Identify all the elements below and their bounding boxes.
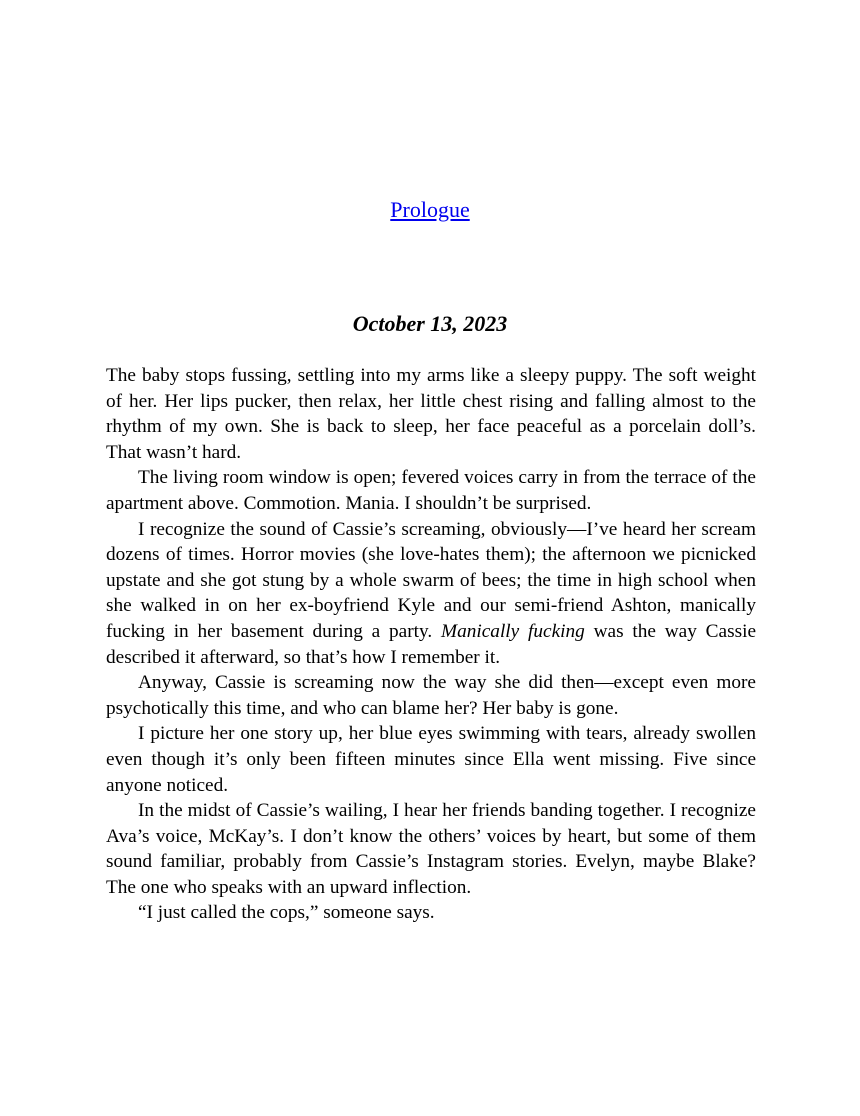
paragraph-2: The living room window is open; fevered voices carry in from the terrace of the apartment above. Commotion. Mania. I shouldn’t be surprised. xyxy=(106,467,756,514)
paragraph-3 xyxy=(106,517,756,671)
paragraph-3-text-after: was the way Cassie described it afterward, so that’s how I remember it. xyxy=(106,620,756,668)
chapter-title xyxy=(0,196,860,224)
prologue-link[interactable]: Prologue xyxy=(390,197,470,222)
paragraph-7: “I just called the cops,” someone says. xyxy=(138,902,435,924)
date-heading: October 13, 2023 xyxy=(352,311,508,336)
paragraph-4: Anyway, Cassie is screaming now the way she did then—except even more psychotically this time, and who can blame her? Her baby is gone. xyxy=(106,672,756,719)
paragraph-3-text-before: I recognize the sound of Cassie’s screaming, obviously—I’ve heard her scream dozens of times. Horror movies (she love-hates them); the afternoon we picnicked upstate and she got stung by a whole swarm of bees; the time in high school when she walked in on her ex-boyfriend Kyle and our semi-friend Ashton, manically fucking in her basement during a party. xyxy=(106,518,756,642)
paragraph-1: The baby stops fussing, settling into my arms like a sleepy puppy. The soft weight of her. Her lips pucker, then relax, her little chest rising and falling almost to the rhythm of my own. She is back to sleep, her face peaceful as a porcelain doll’s. That wasn’t hard. xyxy=(106,365,756,463)
paragraph-3-emphasis: Manically fucking xyxy=(441,620,585,642)
paragraph-6: In the midst of Cassie’s wailing, I hear her friends banding together. I recognize Ava’s voice, McKay’s. I don’t know the others’ voices by heart, but some of them sound familiar, probably from Cassie’s Instagram stories. Evelyn, maybe Blake? The one who speaks with an upward inflection. xyxy=(106,800,756,898)
paragraph-5: I picture her one story up, her blue eyes swimming with tears, already swollen even though it’s only been fifteen minutes since Ella went missing. Five since anyone noticed. xyxy=(106,723,756,796)
prologue-body xyxy=(106,363,756,926)
